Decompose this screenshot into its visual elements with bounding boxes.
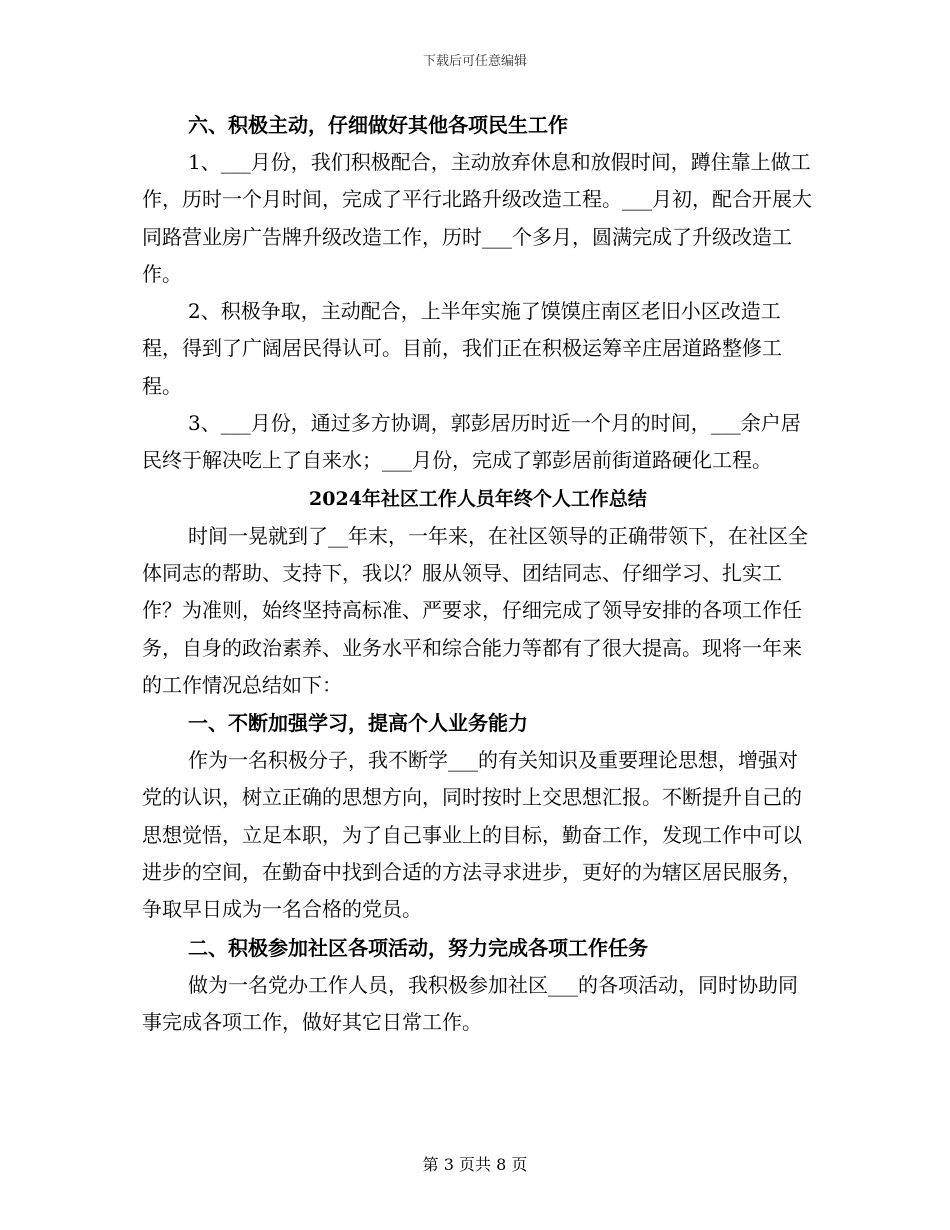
page-header-note: 下载后可任意编辑	[422, 54, 527, 69]
paragraph-intro: 时间一晃就到了__年末，一年来，在社区领导的正确带领下，在社区全体同志的帮助、支持下，我以？服从领导、团结同志、仔细学习、扎实工作？为准则，始终坚持高标准、严要求，仔细完成了领导安排的各项工作任务，自身的政治素养、业务水平和综合能力等都有了很大提高。现将一年来的工作情况总结如下：	[142, 523, 808, 697]
paragraph-item-1: 1、___月份，我们积极配合，主动放弃休息和放假时间，蹲住靠上做工作，历时一个月时间，完成了平行北路升级改造工程。___月初，配合开展大同路营业房广告牌升级改造工作，历时___个多月，圆满完成了升级改造工作。	[142, 150, 812, 286]
paragraph-item-3: 3、___月份，通过多方协调，郭彭居历时近一个月的时间，___余户居民终于解决吃上了自来水；___月份，完成了郭彭居前街道路硬化工程。	[142, 411, 801, 473]
section-heading-6: 六、积极主动，仔细做好其他各项民生工作	[188, 113, 568, 137]
section-heading-1: 一、不断加强学习，提高个人业务能力	[188, 711, 528, 736]
document-body	[142, 106, 814, 1041]
article-title: 2024年社区工作人员年终个人工作总结	[309, 487, 647, 510]
paragraph-activities: 做为一名党办工作人员，我积极参加社区___的各项活动，同时协助同事完成各项工作，做好其它日常工作。	[142, 972, 798, 1034]
page-number: 第 3 页共 8 页	[422, 1155, 528, 1174]
paragraph-item-2: 2、积极争取，主动配合，上半年实施了馍馍庄南区老旧小区改造工程，得到了广阔居民得认可。目前，我们正在积极运筹辛庄居道路整修工程。	[142, 299, 782, 398]
paragraph-study: 作为一名积极分子，我不断学___的有关知识及重要理论思想，增强对党的认识，树立正确的思想方向，同时按时上交思想汇报。不断提升自己的思想觉悟，立足本职，为了自己事业上的目标，勤奋工作，发现工作中可以进步的空间，在勤奋中找到合适的方法寻求进步，更好的为辖区居民服务，争取早日成为一名合格的党员。	[142, 748, 802, 922]
section-heading-2: 二、积极参加社区各项活动，努力完成各项工作任务	[188, 935, 648, 960]
